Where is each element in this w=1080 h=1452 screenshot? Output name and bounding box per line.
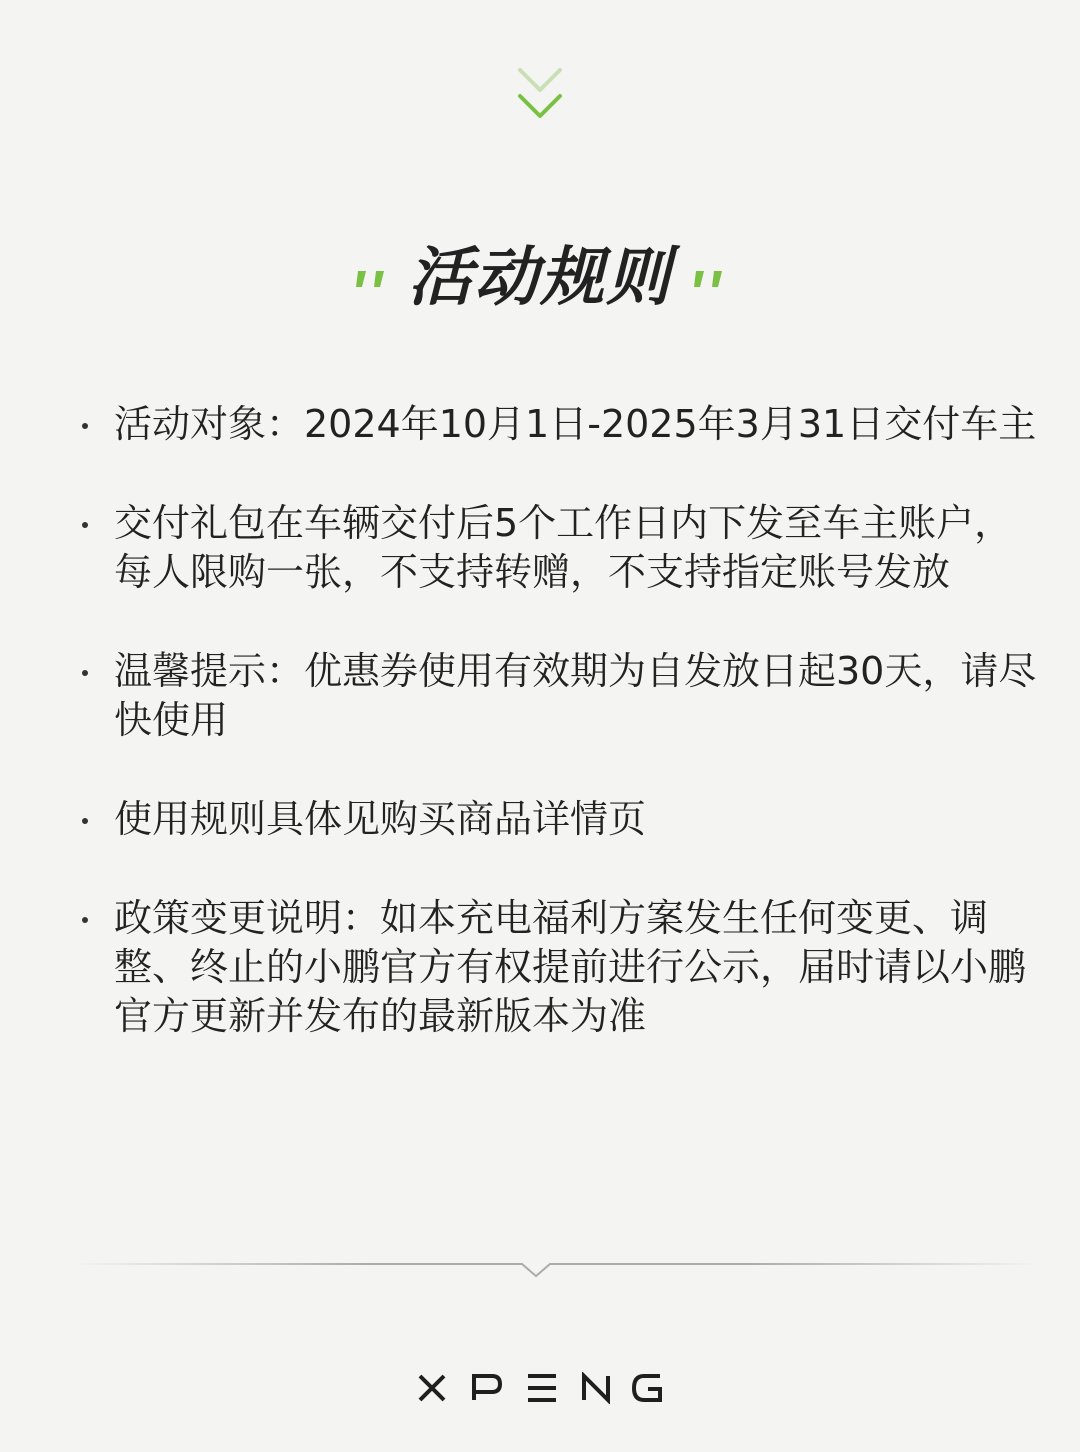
rule-text: 温馨提示：优惠券使用有效期为自发放日起30天，请尽快使用	[114, 649, 1037, 742]
page-title: 活动规则	[408, 241, 672, 315]
bullet-dot	[82, 917, 88, 923]
rule-text: 政策变更说明：如本充电福利方案发生任何变更、调整、终止的小鹏官方有权提前进行公示，届时请以小鹏官方更新并发布的最新版本为准	[114, 896, 1027, 1038]
section-header	[0, 238, 1080, 318]
xpeng-logo	[418, 1372, 662, 1404]
quote-accent-left-icon	[350, 263, 394, 293]
rule-item	[78, 647, 1038, 745]
rule-text: 交付礼包在车辆交付后5个工作日内下发至车主账户，每人限购一张，不支持转赠，不支持指定账号发放	[114, 501, 1013, 594]
rules-list	[78, 400, 1038, 1091]
rule-text: 使用规则具体见购买商品详情页	[114, 797, 647, 841]
bullet-dot	[82, 522, 88, 528]
rule-item	[78, 894, 1038, 1041]
double-chevron-down-icon	[516, 66, 564, 124]
bullet-dot	[82, 670, 88, 676]
rule-item	[78, 795, 1038, 844]
rule-item	[78, 400, 1038, 449]
quote-accent-right-icon	[686, 263, 730, 293]
rule-text: 活动对象：2024年10月1日-2025年3月31日交付车主	[114, 402, 1037, 446]
footer-divider	[74, 1256, 1040, 1280]
bullet-dot	[82, 818, 88, 824]
rule-item	[78, 499, 1038, 597]
bullet-dot	[82, 423, 88, 429]
